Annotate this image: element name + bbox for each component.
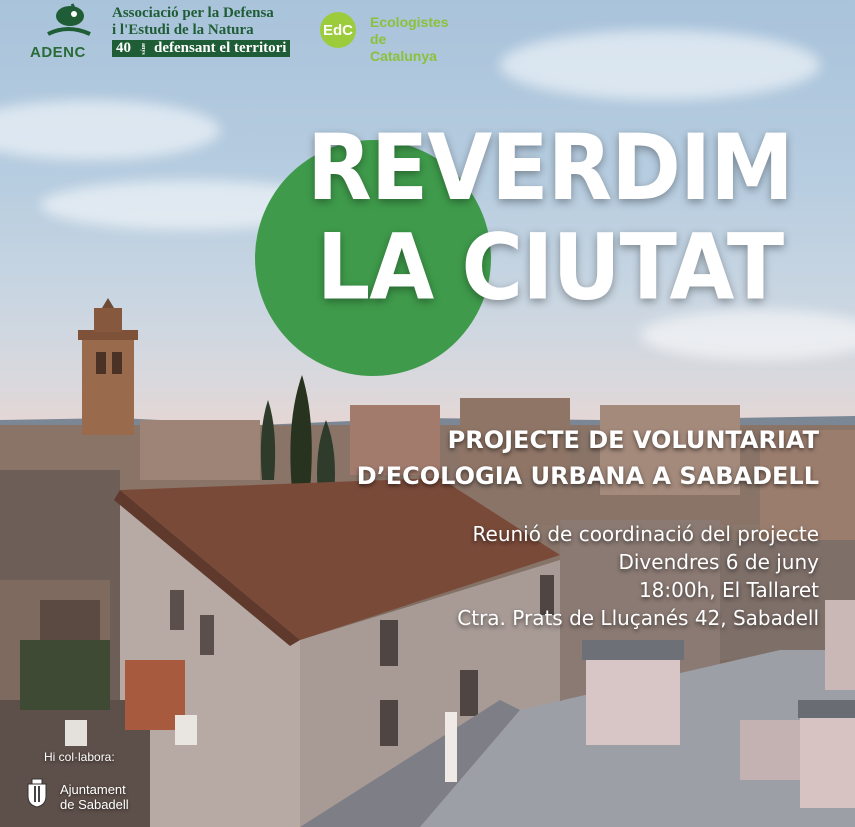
details-date: Divendres 6 de juny <box>618 550 819 574</box>
adenc-tagline: defensant el territori <box>154 40 287 56</box>
title-line2: LA CIUTAT <box>316 214 784 320</box>
edc-line1: Ecologistes <box>370 14 449 30</box>
page-title <box>260 114 840 320</box>
adenc-description <box>112 5 312 57</box>
project-subtitle <box>357 422 819 494</box>
details-meeting: Reunió de coordinació del projecte <box>472 522 819 546</box>
details-address: Ctra. Prats de Lluçanés 42, Sabadell <box>457 606 819 630</box>
collaborator-line1: Ajuntament <box>60 782 126 797</box>
event-details <box>457 520 819 632</box>
collaborator-label: Hi col·labora: <box>44 750 115 764</box>
details-time-place: 18:00h, El Tallaret <box>638 578 819 602</box>
edc-line2: de Catalunya <box>370 31 437 64</box>
adenc-name: ADENC <box>30 44 86 61</box>
adenc-years: 40 <box>116 40 131 56</box>
adenc-line2: i l'Estudi de la Natura <box>112 22 254 38</box>
collaborator-line2: de Sabadell <box>60 797 129 812</box>
adenc-years-small: anys <box>140 42 146 55</box>
title-line1: REVERDIM <box>307 114 793 221</box>
adenc-line1: Associació per la Defensa <box>112 5 274 21</box>
subtitle-line1: PROJECTE DE VOLUNTARIAT <box>447 426 819 454</box>
collaborator-name <box>60 782 129 812</box>
adenc-anniversary-badge <box>112 40 290 57</box>
edc-name <box>370 14 449 65</box>
edc-mark: EdC <box>323 21 353 39</box>
subtitle-line2: D’ECOLOGIA URBANA A SABADELL <box>356 462 819 490</box>
sabadell-coat-of-arms-icon <box>26 778 48 808</box>
edc-logo-icon <box>320 12 356 48</box>
